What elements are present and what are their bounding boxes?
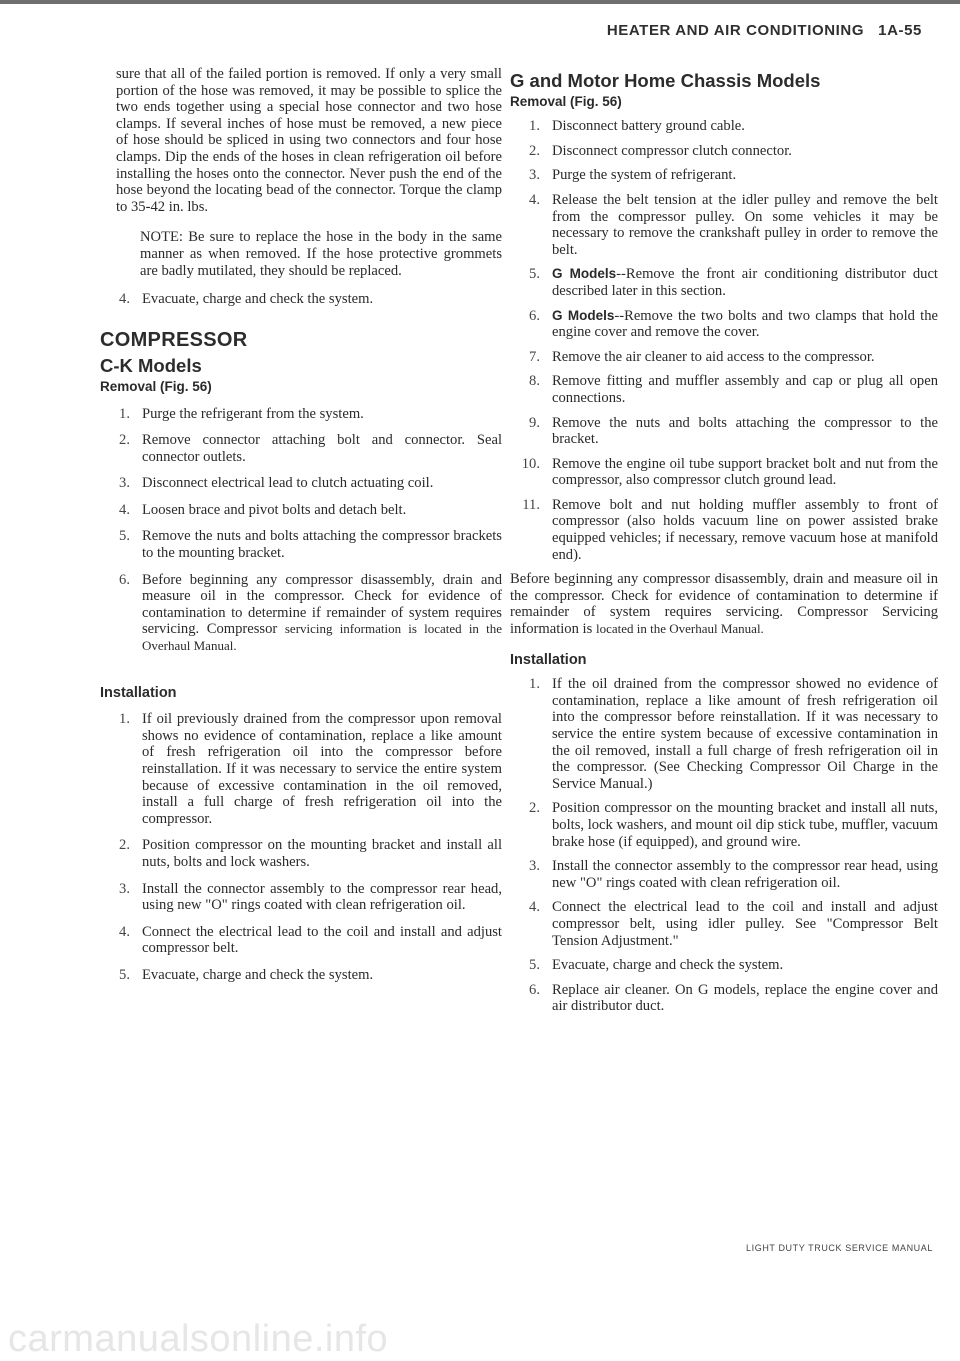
step-number: 2. [119,432,130,449]
step-number: 5. [529,266,540,283]
left-column [100,66,502,984]
list-item [510,143,938,160]
step-text: Purge the system of refrigerant. [552,167,737,184]
removal-heading: Removal (Fig. 56) [510,93,622,109]
list-item [510,167,938,184]
step-number: 2. [529,142,540,159]
step-number: 7. [529,348,540,365]
list-item [100,711,502,827]
step-number: 3. [119,880,130,897]
top-rule [0,0,960,4]
page-number: 1A-55 [878,22,922,39]
step-number: 2. [529,800,540,817]
step-text: Disconnect electrical lead to clutch actuating coil. [142,475,434,492]
list-item [510,982,938,1015]
list-item [100,406,502,423]
step-text: Remove the engine oil tube support bracket bolt and nut from the compressor, also compressor clutch ground lead. [552,455,938,489]
list-item [100,502,502,519]
step-number: 5. [119,966,130,983]
step-text: Release the belt tension at the idler pulley and remove the belt from the compressor pulley. On some vehicles it may be necessary to remove the crankshaft pulley in order to remove the belt. [552,191,938,258]
list-item [100,475,502,492]
step-text: Remove the nuts and bolts attaching the compressor brackets to the mounting bracket. [142,528,502,562]
step-text [552,308,938,341]
compressor-heading: COMPRESSOR [100,328,248,351]
list-item [100,881,502,914]
step-number: 6. [119,571,130,588]
step-text: If the oil drained from the compressor showed no evidence of contamination, replace a like amount of fresh refrigeration oil into the compressor before reinstallation. If it was necessary to service the entire system because of excessive contamination in the oil removed, install a full charge of fresh refrigeration oil in the compressor. (See Checking Compressor Oil Charge in the Service Manual.) [552,676,938,792]
step-text: Remove the air cleaner to aid access to the compressor. [552,348,875,365]
list-item [510,858,938,891]
step-text: Disconnect compressor clutch connector. [552,142,792,159]
removal-heading: Removal (Fig. 56) [100,378,212,394]
step-text-main: --Remove the two bolts and two clamps that hold the engine cover and remove the cover. [552,307,938,341]
step-number: 4. [529,191,540,208]
list-item [510,456,938,489]
page-header [607,22,922,39]
step-text [552,266,938,299]
step-number: 3. [529,167,540,184]
list-item [510,415,938,448]
list-item [100,572,502,655]
list-item [510,308,938,341]
step-text: Remove bolt and nut holding muffler assembly to front of compressor (also holds vacuum line on power assisted brake equipped vehicles; if necessary, remove vacuum hose at manifold end). [552,496,938,563]
list-item [100,432,502,465]
step-text: Disconnect battery ground cable. [552,118,745,135]
step-text-small: servicing information is located in the Overhaul Manual. [142,621,503,654]
list-item [100,528,502,561]
step-text: Connect the electrical lead to the coil and install and adjust compressor belt. [142,923,502,957]
list-item [510,957,938,974]
step-number: 6. [529,307,540,324]
g-models-heading: G and Motor Home Chassis Models [510,70,821,91]
step-number: 1. [119,405,130,422]
step-text-main: --Remove the front air conditioning distributor duct described later in this section. [552,266,938,299]
step-text: Evacuate, charge and check the system. [552,957,784,974]
step-number: 1. [529,676,540,693]
right-column [510,66,938,1015]
g-models-label: G Models [552,266,617,282]
step-number: 11. [522,496,540,513]
step-text: Remove the nuts and bolts attaching the compressor to the bracket. [552,414,938,448]
step-number: 10. [521,455,540,472]
watermark: carmanualsonline.info [8,1318,389,1360]
step-text: Purge the refrigerant from the system. [142,405,364,422]
step-text: Install the connector assembly to the compressor rear head, using new "O" rings coated with clean refrigeration oil. [142,880,502,914]
list-item [510,497,938,563]
step-number: 4. [119,923,130,940]
disassembly-paragraph [510,571,938,637]
list-item [100,924,502,957]
step-text: If oil previously drained from the compressor upon removal shows no evidence of contamination, replace a like amount of fresh refrigeration oil into the compressor before reinstallation. If it was necessary to service the entire system because of excessive contamination in the oil removed, install a full charge of fresh refrigeration oil into the compressor. [142,711,502,827]
step-number: 4. [119,501,130,518]
list-item [100,967,502,984]
step-number: 1. [529,118,540,135]
list-item [510,266,938,299]
g-models-label: G Models [552,307,615,323]
hose-splice-paragraph: sure that all of the failed portion is removed. If only a very small portion of the hose was removed, it may be possible to splice the two ends together using a special hose connector and two hose clamps. If several inches of hose must be removed, a new piece of hose should be spliced in using two connectors and four hose clamps. Dip the ends of the hoses in clean refrigeration oil before installing the hoses onto the connector. Never push the end of the hose beyond the locating bead of the connector. Torque the clamp to 35-42 in. lbs. [116,66,502,215]
note-paragraph: NOTE: Be sure to replace the hose in the body in the same manner as when removed. If the hose protective grommets are badly mutilated, they should be replaced. [140,229,502,279]
step-number: 9. [529,414,540,431]
step-text: Remove fitting and muffler assembly and cap or plug all open connections. [552,373,938,406]
step-text: Connect the electrical lead to the coil and install and adjust compressor belt, using idler pulley. See "Compressor Belt Tension Adjustment." [552,899,938,949]
step-number: 8. [529,373,540,390]
step-text: Install the connector assembly to the compressor rear head, using new "O" rings coated with clean refrigeration oil. [552,858,938,891]
step-number: 1. [119,711,130,728]
paragraph-text: Before beginning any compressor disassembly, drain and measure oil in the compressor. Check for evidence of contamination to determine if remainder of system requires servicing. Compressor Servicing information is [510,571,938,638]
step-number: 5. [119,528,130,545]
list-item [100,291,502,308]
step-text: Evacuate, charge and check the system. [142,291,374,308]
paragraph-text-small: located in the Overhaul Manual. [595,621,764,637]
step-text: Position compressor on the mounting bracket and install all nuts, bolts and lock washers. [142,837,502,870]
list-item [510,192,938,258]
step-text-main: Before beginning any compressor disassembly, drain and measure oil in the compressor. Check for evidence of contamination to determine if remainder of system requires servicing. Compressor [142,571,502,638]
installation-steps-list [510,676,938,1015]
ck-models-heading: C-K Models [100,355,202,377]
step-text: Replace air cleaner. On G models, replace the engine cover and air distributor duct. [552,981,938,1015]
installation-steps-list [100,711,502,983]
step-number: 3. [529,858,540,875]
step-text: Remove connector attaching bolt and connector. Seal connector outlets. [142,432,502,465]
list-item [510,118,938,135]
installation-heading: Installation [510,651,587,668]
step-number: 2. [119,837,130,854]
page-footer: LIGHT DUTY TRUCK SERVICE MANUAL [746,1243,933,1253]
installation-heading: Installation [100,684,177,701]
step-number: 4. [529,899,540,916]
list-item [510,800,938,850]
step-text [142,572,502,655]
removal-steps-list [510,118,938,563]
step-text: Loosen brace and pivot bolts and detach belt. [142,501,407,518]
step-number: 4. [119,291,130,308]
removal-steps-list [100,406,502,655]
list-item [510,899,938,949]
step-number: 3. [119,475,130,492]
step-text: Evacuate, charge and check the system. [142,966,374,983]
step-number: 6. [529,981,540,998]
list-item [510,676,938,792]
list-item [510,373,938,406]
section-title: HEATER AND AIR CONDITIONING [606,22,865,39]
step-text: Position compressor on the mounting bracket and install all nuts, bolts, lock washers, and mount oil dip stick tube, muffler, vacuum brake hose (if equipped), and ground wire. [552,800,938,850]
list-item [510,349,938,366]
list-item [100,837,502,870]
step-number: 5. [529,957,540,974]
